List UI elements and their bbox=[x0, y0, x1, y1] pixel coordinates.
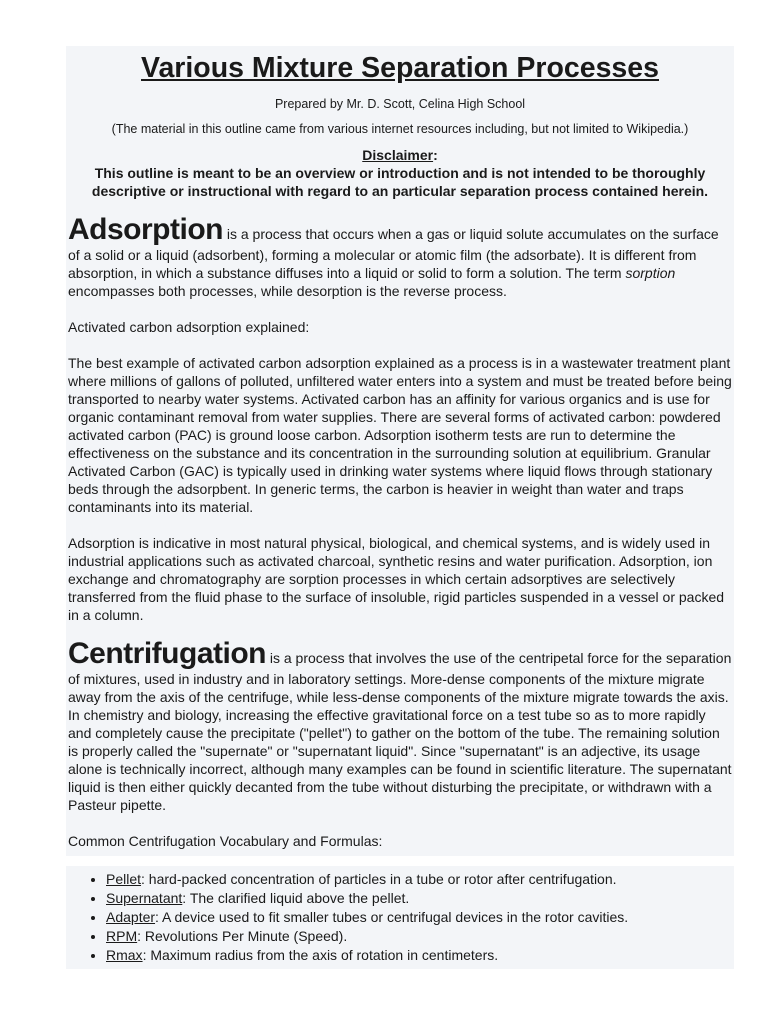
list-item bbox=[106, 927, 734, 946]
adsorption-summary-paragraph: Adsorption is indicative in most natural physical, biological, and chemical systems, and is widely used in industrial applications such as activated charcoal, synthetic resins and water purification. Adsorption, ion exchange and chromatography are sorption processes in which certain adsorptives are selectively transferred from the fluid phase to the surface of insoluble, rigid particles suspended in a vessel or packed in a column. bbox=[68, 535, 725, 623]
vocab-def: : hard-packed concentration of particles in a tube or rotor after centrifugation. bbox=[141, 871, 617, 887]
vocab-def: : Revolutions Per Minute (Speed). bbox=[137, 928, 348, 944]
centrifugation-intro bbox=[68, 638, 732, 814]
activated-carbon-label: Activated carbon adsorption explained: bbox=[68, 319, 310, 335]
source-note: (The material in this outline came from various internet resources including, but not limited to Wikipedia.) bbox=[111, 122, 689, 136]
adsorption-heading: Adsorption bbox=[68, 213, 223, 246]
document-body bbox=[66, 46, 734, 856]
vocab-list bbox=[66, 866, 734, 969]
adsorption-intro-text-a: is a process that occurs when a gas or liquid solute accumulates on the surface of a solid or a liquid (adsorbent), forming a molecular or atomic film (the adsorbate). It is different from absorption, in which a substance diffuses into a liquid or solid to form a solution. The term bbox=[68, 226, 719, 281]
author-line: Prepared by Mr. D. Scott, Celina High School bbox=[274, 97, 526, 111]
disclaimer-text: This outline is meant to be an overview or introduction and is not intended to be thoroughly descriptive or instructional with regard to an particular separation process contained herein. bbox=[91, 165, 709, 199]
adsorption-section bbox=[68, 214, 732, 624]
vocab-term-adapter[interactable]: Adapter bbox=[106, 909, 156, 925]
document-page bbox=[66, 46, 734, 969]
vocab-def: : Maximum radius from the axis of rotation in centimeters. bbox=[142, 947, 499, 963]
list-item bbox=[106, 870, 734, 889]
sorption-term: sorption bbox=[625, 265, 676, 281]
disclaimer-label: Disclaimer bbox=[362, 147, 434, 163]
vocab-term-rpm[interactable]: RPM bbox=[106, 928, 138, 944]
vocab-label: Common Centrifugation Vocabulary and Formulas: bbox=[68, 833, 383, 849]
vocab-term-rmax[interactable]: Rmax bbox=[106, 947, 143, 963]
vocab-def: : A device used to fit smaller tubes or centrifugal devices in the rotor cavities. bbox=[155, 909, 629, 925]
centrifugation-section bbox=[68, 638, 732, 854]
vocab-def: : The clarified liquid above the pellet. bbox=[182, 890, 410, 906]
list-item bbox=[106, 908, 734, 927]
adsorption-intro bbox=[68, 214, 732, 300]
centrifugation-intro-text: is a process that involves the use of the centripetal force for the separation of mixtures, used in industry and in laboratory settings. More-dense components of the mixture migrate away from the axis of the centrifuge, while less-dense components of the mixture migrate towards the axis. In chemistry and biology, increasing the effective gravitational force on a test tube so as to more rapidly and completely cause the precipitate ("pellet") to gather on the bottom of the tube. The remaining solution is properly called the "supernate" or "supernatant liquid". Since "supernatant" is an adjective, its usage alone is technically incorrect, although many examples can be found in scientific literature. The supernatant liquid is then either quickly decanted from the tube without disturbing the precipitate, or withdrawn with a Pasteur pipette. bbox=[68, 650, 732, 813]
disclaimer-colon: : bbox=[433, 147, 438, 163]
disclaimer-heading bbox=[68, 146, 732, 164]
vocab-term-pellet[interactable]: Pellet bbox=[106, 871, 142, 887]
document-title: Various Mixture Separation Processes bbox=[141, 52, 659, 84]
centrifugation-heading: Centrifugation bbox=[68, 637, 266, 670]
list-item bbox=[106, 946, 734, 965]
adsorption-intro-text-b: encompasses both processes, while desorption is the reverse process. bbox=[68, 283, 507, 299]
activated-carbon-paragraph: The best example of activated carbon adsorption explained as a process is in a wastewater treatment plant where millions of gallons of polluted, unfiltered water enters into a system and must be treated before being transported to nearby water systems. Activated carbon has an affinity for various organics and is use for organic contaminant removal from water supplies. There are several forms of activated carbon: powdered activated carbon (PAC) is ground loose carbon. Adsorption isotherm tests are run to determine the effectiveness on the substance and its concentration in the surrounding solution at equilibrium. Granular Activated Carbon (GAC) is typically used in drinking water systems where liquid flows through stationary beds through the adsorpbent. In generic terms, the carbon is heavier in weight than water and traps contaminants into its material. bbox=[68, 355, 732, 515]
vocab-term-supernatant[interactable]: Supernatant bbox=[106, 890, 183, 906]
list-item bbox=[106, 889, 734, 908]
